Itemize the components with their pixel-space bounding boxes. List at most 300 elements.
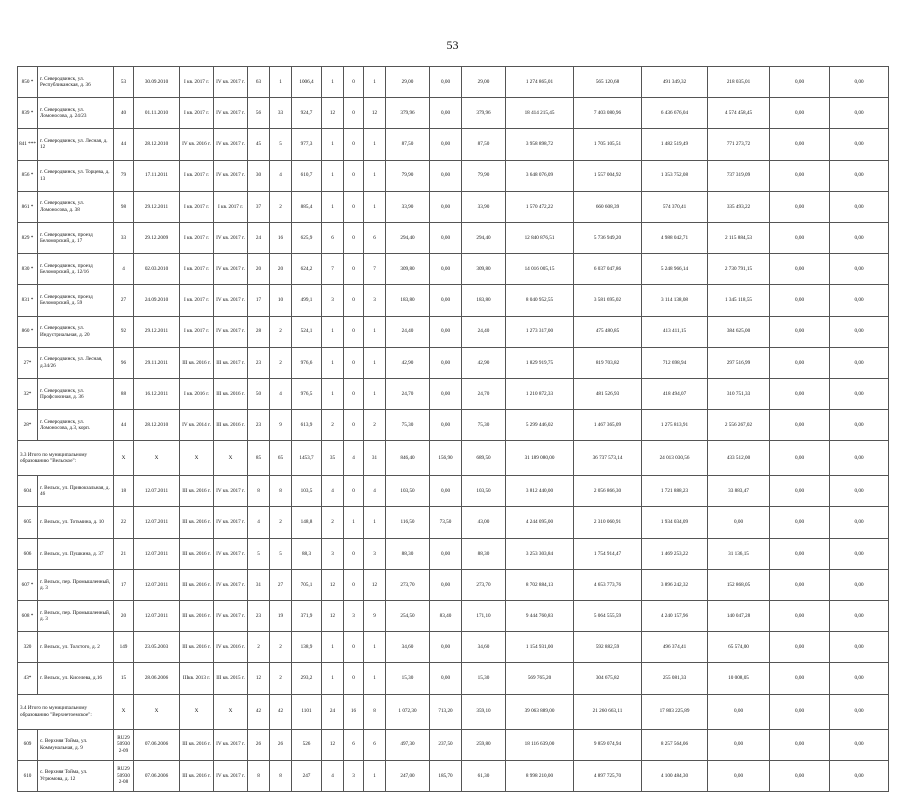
row-number: 839 * (18, 98, 38, 129)
table-row (18, 316, 889, 347)
cell-c21: 0,00 (830, 569, 889, 600)
cell-c20: 0,00 (770, 347, 830, 378)
cell-c4: 12.07.2011 (134, 476, 180, 507)
cell-c3: 53 (114, 67, 134, 98)
address-cell: с. Верхняя Тойма, ул. Коммунальная, д. 9 (38, 729, 114, 760)
cell-c14: 0,00 (430, 98, 462, 129)
table-row (18, 222, 889, 253)
cell-c18: 8 257 564,06 (642, 729, 708, 760)
cell-c5: III кв. 2016 г. (180, 632, 214, 663)
cell-c3: 149 (114, 632, 134, 663)
cell-c13: 15,30 (386, 663, 430, 694)
cell-c16: 18 414 215,45 (506, 98, 574, 129)
cell-c21: 0,00 (830, 222, 889, 253)
cell-c12: 12 (364, 569, 386, 600)
cell-c3: 92 (114, 316, 134, 347)
cell-c4: 12.07.2011 (134, 507, 180, 538)
cell-c5: IIIкв. 2013 г. (180, 663, 214, 694)
cell-c11: 0 (344, 476, 364, 507)
row-number: 605 (18, 507, 38, 538)
cell-c4: 16.12.2011 (134, 378, 180, 409)
cell-c14: 73,50 (430, 507, 462, 538)
address-cell: г. Северодвинск, проезд Беломорский, д. 12/16 (38, 254, 114, 285)
cell-c14: 0,00 (430, 67, 462, 98)
cell-c16: 12 840 876,51 (506, 222, 574, 253)
cell-c6: IV кв. 2017 г. (214, 569, 248, 600)
cell-c17: 304 675,82 (574, 663, 642, 694)
cell-c3: 21 (114, 538, 134, 569)
cell-c8: 5 (270, 129, 292, 160)
cell-c14: 0,00 (430, 285, 462, 316)
cell-c9: 88,3 (292, 538, 322, 569)
cell-c21: 0,00 (830, 663, 889, 694)
cell-c14: 0,00 (430, 254, 462, 285)
cell-c11: 0 (344, 129, 364, 160)
cell-c6: IV кв. 2017 г. (214, 222, 248, 253)
cell-c19: 771 273,72 (708, 129, 770, 160)
cell-c17: 565 120,68 (574, 67, 642, 98)
cell-c19: 0,00 (708, 694, 770, 729)
cell-c8: 10 (270, 285, 292, 316)
cell-c12: 1 (364, 632, 386, 663)
cell-c18: 413 411,15 (642, 316, 708, 347)
cell-c19: 310 751,33 (708, 378, 770, 409)
cell-c15: 24,70 (462, 378, 506, 409)
cell-c19: 152 868,05 (708, 569, 770, 600)
cell-c15: 42,90 (462, 347, 506, 378)
cell-c16: 1 273 317,00 (506, 316, 574, 347)
row-number: 829 * (18, 222, 38, 253)
cell-c8: 4 (270, 160, 292, 191)
cell-c11: 0 (344, 538, 364, 569)
cell-c19: 335 493,22 (708, 191, 770, 222)
table-row (18, 378, 889, 409)
cell-c7: 23 (248, 347, 270, 378)
cell-c11: 0 (344, 410, 364, 441)
cell-c15: 259,80 (462, 729, 506, 760)
cell-c15: 103,50 (462, 476, 506, 507)
cell-c15: 183,80 (462, 285, 506, 316)
cell-c4: 12.07.2011 (134, 538, 180, 569)
cell-c21: 0,00 (830, 191, 889, 222)
cell-c9: 526 (292, 729, 322, 760)
cell-c9: 610,7 (292, 160, 322, 191)
address-cell: г. Северодвинск, ул. Республиканская, д. 36 (38, 67, 114, 98)
address-cell: г. Северодвинск, ул. Индустриальная, д. 20 (38, 316, 114, 347)
cell-c17: 481 526,93 (574, 378, 642, 409)
cell-c19: 0,00 (708, 760, 770, 791)
cell-c18: 5 248 966,14 (642, 254, 708, 285)
cell-c4: 12.07.2011 (134, 601, 180, 632)
cell-c7: 45 (248, 129, 270, 160)
cell-c3: 88 (114, 378, 134, 409)
cell-c21: 0,00 (830, 378, 889, 409)
cell-c12: 2 (364, 410, 386, 441)
cell-c10: 1 (322, 129, 344, 160)
cell-c15: 379,96 (462, 98, 506, 129)
cell-c8: 16 (270, 222, 292, 253)
cell-c16: 8 702 884,13 (506, 569, 574, 600)
address-cell: с. Верхняя Тойма, ул. Угрюмова, д. 12 (38, 760, 114, 791)
cell-c5: III кв. 2016 г. (180, 476, 214, 507)
cell-c11: 0 (344, 191, 364, 222)
cell-c5: I кв. 2017 г. (180, 98, 214, 129)
cell-c19: 218 035,01 (708, 67, 770, 98)
cell-c10: 6 (322, 222, 344, 253)
table-row (18, 476, 889, 507)
cell-c5: I кв. 2017 г. (180, 316, 214, 347)
cell-c16: 14 016 005,15 (506, 254, 574, 285)
cell-c8: 2 (270, 316, 292, 347)
cell-c12: 31 (364, 441, 386, 476)
cell-c20: 0,00 (770, 160, 830, 191)
cell-c10: 12 (322, 98, 344, 129)
cell-c8: 2 (270, 663, 292, 694)
cell-c6: X (214, 441, 248, 476)
table-row (18, 129, 889, 160)
address-cell: г. Вельск, ул. Привокзальная, д. 46 (38, 476, 114, 507)
cell-c13: 24,40 (386, 316, 430, 347)
cell-c3: 33 (114, 222, 134, 253)
cell-c21: 0,00 (830, 285, 889, 316)
cell-c21: 0,00 (830, 694, 889, 729)
cell-c13: 294,40 (386, 222, 430, 253)
cell-c9: 103,5 (292, 476, 322, 507)
cell-c9: 976,5 (292, 378, 322, 409)
cell-c4: 29.12.2009 (134, 222, 180, 253)
cell-c12: 1 (364, 760, 386, 791)
cell-c16: 3 812 440,00 (506, 476, 574, 507)
cell-c6: IV кв. 2017 г. (214, 254, 248, 285)
cell-c7: 20 (248, 254, 270, 285)
cell-c12: 3 (364, 285, 386, 316)
cell-c4: 29.12.2011 (134, 316, 180, 347)
cell-c3: RU29 50930 2-08 (114, 760, 134, 791)
row-number: 604 (18, 476, 38, 507)
row-number: 43* (18, 663, 38, 694)
table-row (18, 729, 889, 760)
cell-c9: 371,9 (292, 601, 322, 632)
cell-c13: 183,80 (386, 285, 430, 316)
cell-c7: 5 (248, 538, 270, 569)
cell-c6: IV кв. 2017 г. (214, 67, 248, 98)
cell-c13: 379,96 (386, 98, 430, 129)
cell-c20: 0,00 (770, 222, 830, 253)
cell-c9: 1006,4 (292, 67, 322, 98)
cell-c5: I кв. 2017 г. (180, 191, 214, 222)
cell-c10: 2 (322, 410, 344, 441)
cell-c16: 1 829 919,75 (506, 347, 574, 378)
cell-c9: 524,1 (292, 316, 322, 347)
cell-c19: 33 883,47 (708, 476, 770, 507)
cell-c17: 819 703,82 (574, 347, 642, 378)
row-number: 861 * (18, 191, 38, 222)
cell-c18: 574 370,41 (642, 191, 708, 222)
cell-c18: 24 013 030,56 (642, 441, 708, 476)
row-number: 830 * (18, 254, 38, 285)
cell-c9: 1101 (292, 694, 322, 729)
cell-c19: 10 008,05 (708, 663, 770, 694)
address-cell: г. Северодвинск, проезд Беломорский, д. 17 (38, 222, 114, 253)
cell-c3: 4 (114, 254, 134, 285)
cell-c11: 0 (344, 569, 364, 600)
cell-c10: 7 (322, 254, 344, 285)
address-cell: г. Северодвинск, ул. Ломоносова, д.3, корп. (38, 410, 114, 441)
cell-c15: 29,00 (462, 67, 506, 98)
table-row (18, 507, 889, 538)
cell-c18: 1 469 253,22 (642, 538, 708, 569)
cell-c5: IV кв. 2016 г. (180, 129, 214, 160)
cell-c6: IV кв. 2017 г. (214, 129, 248, 160)
cell-c18: 3 896 242,32 (642, 569, 708, 600)
cell-c20: 0,00 (770, 538, 830, 569)
cell-c4: 17.11.2011 (134, 160, 180, 191)
cell-c4: 29.12.2011 (134, 191, 180, 222)
cell-c15: 87,50 (462, 129, 506, 160)
cell-c10: 12 (322, 729, 344, 760)
row-number: 606 (18, 538, 38, 569)
cell-c8: 2 (270, 347, 292, 378)
cell-c18: 496 374,41 (642, 632, 708, 663)
cell-c15: 34,60 (462, 632, 506, 663)
cell-c10: 12 (322, 569, 344, 600)
cell-c8: 8 (270, 760, 292, 791)
cell-c17: 1 557 004,92 (574, 160, 642, 191)
cell-c9: 293,2 (292, 663, 322, 694)
cell-c15: 171,10 (462, 601, 506, 632)
cell-c14: 0,00 (430, 632, 462, 663)
cell-c16: 1 154 931,00 (506, 632, 574, 663)
cell-c17: 36 737 573,14 (574, 441, 642, 476)
cell-c7: 28 (248, 316, 270, 347)
cell-c21: 0,00 (830, 254, 889, 285)
cell-c5: IV кв. 2014 г. (180, 410, 214, 441)
cell-c10: 35 (322, 441, 344, 476)
cell-c13: 103,50 (386, 476, 430, 507)
cell-c12: 1 (364, 160, 386, 191)
cell-c11: 6 (344, 729, 364, 760)
address-cell: г. Северодвинск, ул. Ломоносова, д. 38 (38, 191, 114, 222)
cell-c18: 1 353 752,08 (642, 160, 708, 191)
cell-c20: 0,00 (770, 507, 830, 538)
cell-c8: 2 (270, 507, 292, 538)
subtotal-label: 3.3 Итого по муниципальному образованию "Вельское": (18, 441, 114, 476)
row-number: 608 * (18, 601, 38, 632)
cell-c9: 138,9 (292, 632, 322, 663)
cell-c21: 0,00 (830, 476, 889, 507)
cell-c20: 0,00 (770, 98, 830, 129)
cell-c14: 0,00 (430, 476, 462, 507)
cell-c9: 977,3 (292, 129, 322, 160)
cell-c15: 33,90 (462, 191, 506, 222)
cell-c4: X (134, 441, 180, 476)
cell-c10: 4 (322, 476, 344, 507)
address-cell: г. Вельск, пер. Промышленный, д. 3 (38, 569, 114, 600)
row-number: 609 (18, 729, 38, 760)
cell-c13: 88,30 (386, 538, 430, 569)
cell-c5: III кв. 2016 г. (180, 507, 214, 538)
cell-c18: 1 482 519,49 (642, 129, 708, 160)
cell-c15: 294,40 (462, 222, 506, 253)
cell-c20: 0,00 (770, 760, 830, 791)
cell-c17: 2 310 060,91 (574, 507, 642, 538)
cell-c18: 17 803 225,89 (642, 694, 708, 729)
row-number: 28* (18, 410, 38, 441)
address-cell: г. Вельск, пер. Промышленный, д. 3 (38, 601, 114, 632)
cell-c3: 44 (114, 129, 134, 160)
cell-c13: 75,30 (386, 410, 430, 441)
cell-c6: IV кв. 2017 г. (214, 507, 248, 538)
cell-c6: IV кв. 2016 г. (214, 632, 248, 663)
cell-c13: 24,70 (386, 378, 430, 409)
cell-c14: 185,70 (430, 760, 462, 791)
row-number: 610 (18, 760, 38, 791)
table-row (18, 569, 889, 600)
cell-c3: 44 (114, 410, 134, 441)
cell-c4: 01.11.2010 (134, 98, 180, 129)
cell-c16: 5 299 446,02 (506, 410, 574, 441)
cell-c20: 0,00 (770, 67, 830, 98)
cell-c6: IV кв. 2017 г. (214, 601, 248, 632)
cell-c15: 359,10 (462, 694, 506, 729)
cell-c14: 0,00 (430, 160, 462, 191)
table-row (18, 285, 889, 316)
cell-c5: I кв. 2017 г. (180, 254, 214, 285)
cell-c21: 0,00 (830, 760, 889, 791)
cell-c4: 07.06.2006 (134, 729, 180, 760)
cell-c17: 21 260 663,11 (574, 694, 642, 729)
cell-c8: 65 (270, 441, 292, 476)
cell-c19: 0,00 (708, 507, 770, 538)
cell-c8: 4 (270, 378, 292, 409)
cell-c18: 4 240 157,96 (642, 601, 708, 632)
cell-c11: 0 (344, 160, 364, 191)
cell-c21: 0,00 (830, 441, 889, 476)
cell-c7: 12 (248, 663, 270, 694)
cell-c6: III кв. 2015 г. (214, 663, 248, 694)
cell-c10: 1 (322, 663, 344, 694)
cell-c7: 2 (248, 632, 270, 663)
cell-c13: 247,00 (386, 760, 430, 791)
cell-c16: 3 253 303,84 (506, 538, 574, 569)
cell-c13: 846,40 (386, 441, 430, 476)
cell-c11: 1 (344, 507, 364, 538)
cell-c15: 309,80 (462, 254, 506, 285)
cell-c17: 6 037 047,86 (574, 254, 642, 285)
cell-c16: 8 998 210,00 (506, 760, 574, 791)
cell-c10: 1 (322, 378, 344, 409)
cell-c14: 0,00 (430, 569, 462, 600)
cell-c21: 0,00 (830, 410, 889, 441)
cell-c17: 5 736 949,20 (574, 222, 642, 253)
cell-c16: 569 765,20 (506, 663, 574, 694)
cell-c9: 613,9 (292, 410, 322, 441)
cell-c20: 0,00 (770, 191, 830, 222)
cell-c13: 1 072,30 (386, 694, 430, 729)
cell-c12: 1 (364, 67, 386, 98)
cell-c8: 8 (270, 476, 292, 507)
cell-c3: 18 (114, 476, 134, 507)
subtotal-row (18, 694, 889, 729)
address-cell: г. Северодвинск, ул. Профсоюзная, д. 36 (38, 378, 114, 409)
cell-c14: 83,40 (430, 601, 462, 632)
cell-c12: 3 (364, 538, 386, 569)
cell-c10: 24 (322, 694, 344, 729)
cell-c6: III кв. 2016 г. (214, 410, 248, 441)
cell-c14: 156,90 (430, 441, 462, 476)
cell-c18: 3 114 138,08 (642, 285, 708, 316)
row-number: 320 (18, 632, 38, 663)
cell-c20: 0,00 (770, 694, 830, 729)
cell-c10: 12 (322, 601, 344, 632)
cell-c5: I кв. 2016 г. (180, 378, 214, 409)
row-number: 32* (18, 378, 38, 409)
cell-c7: 63 (248, 67, 270, 98)
address-cell: г. Северодвинск, проезд Беломорский, д. 59 (38, 285, 114, 316)
cell-c7: 50 (248, 378, 270, 409)
cell-c15: 689,50 (462, 441, 506, 476)
cell-c21: 0,00 (830, 632, 889, 663)
cell-c12: 1 (364, 129, 386, 160)
cell-c19: 2 730 791,15 (708, 254, 770, 285)
cell-c9: 148,8 (292, 507, 322, 538)
cell-c7: 30 (248, 160, 270, 191)
cell-c3: 98 (114, 191, 134, 222)
cell-c6: I кв. 2017 г. (214, 191, 248, 222)
cell-c18: 4 988 042,71 (642, 222, 708, 253)
cell-c8: 33 (270, 98, 292, 129)
cell-c14: 0,00 (430, 378, 462, 409)
cell-c10: 1 (322, 191, 344, 222)
row-number: 856 * (18, 160, 38, 191)
address-cell: г. Северодвинск, ул. Лесная, д. 12 (38, 129, 114, 160)
cell-c12: 8 (364, 694, 386, 729)
cell-c11: 0 (344, 98, 364, 129)
cell-c5: III кв. 2016 г. (180, 729, 214, 760)
cell-c20: 0,00 (770, 254, 830, 285)
cell-c3: 27 (114, 285, 134, 316)
cell-c14: 0,00 (430, 538, 462, 569)
cell-c10: 1 (322, 347, 344, 378)
cell-c9: 624,2 (292, 254, 322, 285)
row-number: 831 * (18, 285, 38, 316)
cell-c14: 237,50 (430, 729, 462, 760)
cell-c20: 0,00 (770, 285, 830, 316)
cell-c19: 140 047,28 (708, 601, 770, 632)
cell-c17: 4 653 773,76 (574, 569, 642, 600)
cell-c4: 30.09.2010 (134, 67, 180, 98)
subtotal-label: 3.4 Итого по муниципальному образованию "Верхнетоемское": (18, 694, 114, 729)
table-row (18, 632, 889, 663)
cell-c17: 2 056 866,30 (574, 476, 642, 507)
cell-c8: 1 (270, 67, 292, 98)
cell-c17: 1 754 914,47 (574, 538, 642, 569)
cell-c9: 499,1 (292, 285, 322, 316)
cell-c17: 592 882,59 (574, 632, 642, 663)
table-row (18, 254, 889, 285)
cell-c4: 23.05.2003 (134, 632, 180, 663)
cell-c21: 0,00 (830, 316, 889, 347)
cell-c3: 40 (114, 98, 134, 129)
cell-c11: 3 (344, 601, 364, 632)
cell-c15: 15,30 (462, 663, 506, 694)
cell-c21: 0,00 (830, 729, 889, 760)
cell-c11: 0 (344, 316, 364, 347)
cell-c21: 0,00 (830, 347, 889, 378)
cell-c16: 18 116 639,00 (506, 729, 574, 760)
cell-c6: IV кв. 2017 г. (214, 729, 248, 760)
cell-c5: I кв. 2017 г. (180, 67, 214, 98)
